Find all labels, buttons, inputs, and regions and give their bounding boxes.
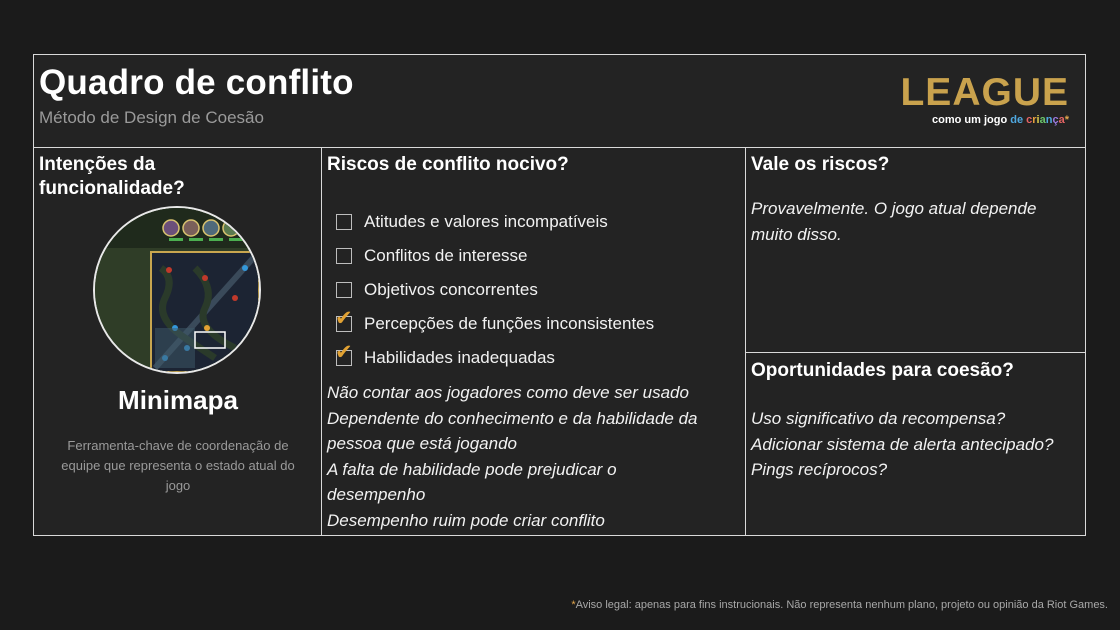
checkbox-icon[interactable] [336, 248, 352, 264]
worth-answer [751, 196, 1076, 248]
feature-description: Ferramenta-chave de coordenação de equipe que representa o estado atual do jogo [61, 438, 295, 493]
minimap-image [93, 206, 261, 374]
evaluation-column [746, 147, 1085, 535]
league-logo [900, 73, 1069, 126]
logo-tagline [900, 114, 1069, 126]
risk-item-label: Habilidades inadequadas [364, 348, 555, 367]
opportunity-item: Adicionar sistema de alerta antecipado? [751, 434, 1054, 454]
checkbox-icon[interactable] [335, 307, 353, 332]
risk-item[interactable] [336, 239, 654, 273]
risk-item-label: Conflitos de interesse [364, 246, 528, 265]
page-title: Quadro de conflito [39, 63, 354, 102]
opportunities-list [751, 406, 1081, 483]
logo-tagline-letter: r [1032, 114, 1037, 126]
risk-notes [327, 380, 737, 533]
opportunity-item: Pings recíprocos? [751, 460, 888, 479]
conflict-board [33, 54, 1086, 536]
risk-item[interactable] [336, 273, 654, 307]
opportunity-item: Uso significativo da recompensa? [751, 409, 1006, 428]
worth-answer-line: muito disso. [751, 225, 842, 244]
logo-tagline-star: * [1064, 114, 1069, 126]
intentions-column [34, 147, 322, 535]
intentions-heading-line: funcionalidade? [39, 178, 185, 199]
logo-tagline-letter: ç [1052, 114, 1059, 126]
checkbox-icon[interactable] [336, 214, 352, 230]
worth-heading: Vale os riscos? [751, 154, 890, 175]
logo-tagline-letter: c [1026, 114, 1033, 126]
checkbox-icon[interactable] [336, 282, 352, 298]
worth-answer-line: Provavelmente. O jogo atual depende [751, 199, 1037, 218]
page-subtitle: Método de Design de Coesão [39, 108, 264, 127]
feature-name: Minimapa [118, 385, 238, 415]
legal-disclaimer [571, 599, 1108, 611]
risk-item-label: Percepções de funções inconsistentes [364, 314, 655, 333]
intentions-heading [39, 153, 185, 201]
logo-tagline-letter: n [1045, 114, 1053, 126]
risk-item[interactable] [336, 205, 654, 239]
risk-note-line: Não contar aos jogadores como deve ser usado [327, 383, 689, 402]
logo-wordmark: LEAGUE [900, 71, 1069, 114]
risk-item[interactable] [336, 341, 654, 375]
risk-note-line: Desempenho ruim pode criar conflito [327, 510, 605, 530]
logo-tagline-de: de [1010, 114, 1024, 126]
disclaimer-text: Aviso legal: apenas para fins instrucionais. Não representa nenhum plano, projeto ou opinião da Riot Games. [575, 599, 1108, 611]
risk-item-label: Atitudes e valores incompatíveis [364, 212, 608, 231]
logo-tagline-prefix: como um jogo [932, 114, 1011, 126]
risk-note-line: A falta de habilidade pode prejudicar o [327, 459, 617, 479]
risk-item[interactable] [336, 307, 654, 341]
minimap-illustration [95, 208, 259, 372]
risk-item-label: Objetivos concorrentes [364, 280, 538, 299]
checkmark-icon: ✔ [335, 307, 353, 330]
checkbox-icon[interactable] [335, 341, 353, 366]
logo-tagline-letter: a [1058, 114, 1065, 126]
intentions-heading-line: Intenções da [39, 154, 156, 175]
risk-note-line: Dependente do conhecimento e da habilidade da [327, 408, 698, 428]
opportunities-cell [746, 353, 1085, 535]
disclaimer-star: * [571, 599, 576, 611]
logo-tagline-letter: a [1039, 114, 1046, 126]
risk-note-line: pessoa que está jogando [327, 434, 517, 453]
worth-cell [746, 147, 1085, 353]
risk-note-line: desempenho [327, 485, 426, 504]
opportunities-heading: Oportunidades para coesão? [751, 360, 1014, 381]
logo-tagline-letter: i [1036, 114, 1040, 126]
risks-column [322, 147, 746, 535]
board-header [34, 55, 1085, 148]
risks-checklist [336, 205, 654, 375]
risks-heading: Riscos de conflito nocivo? [327, 154, 569, 175]
checkmark-icon: ✔ [335, 341, 353, 364]
